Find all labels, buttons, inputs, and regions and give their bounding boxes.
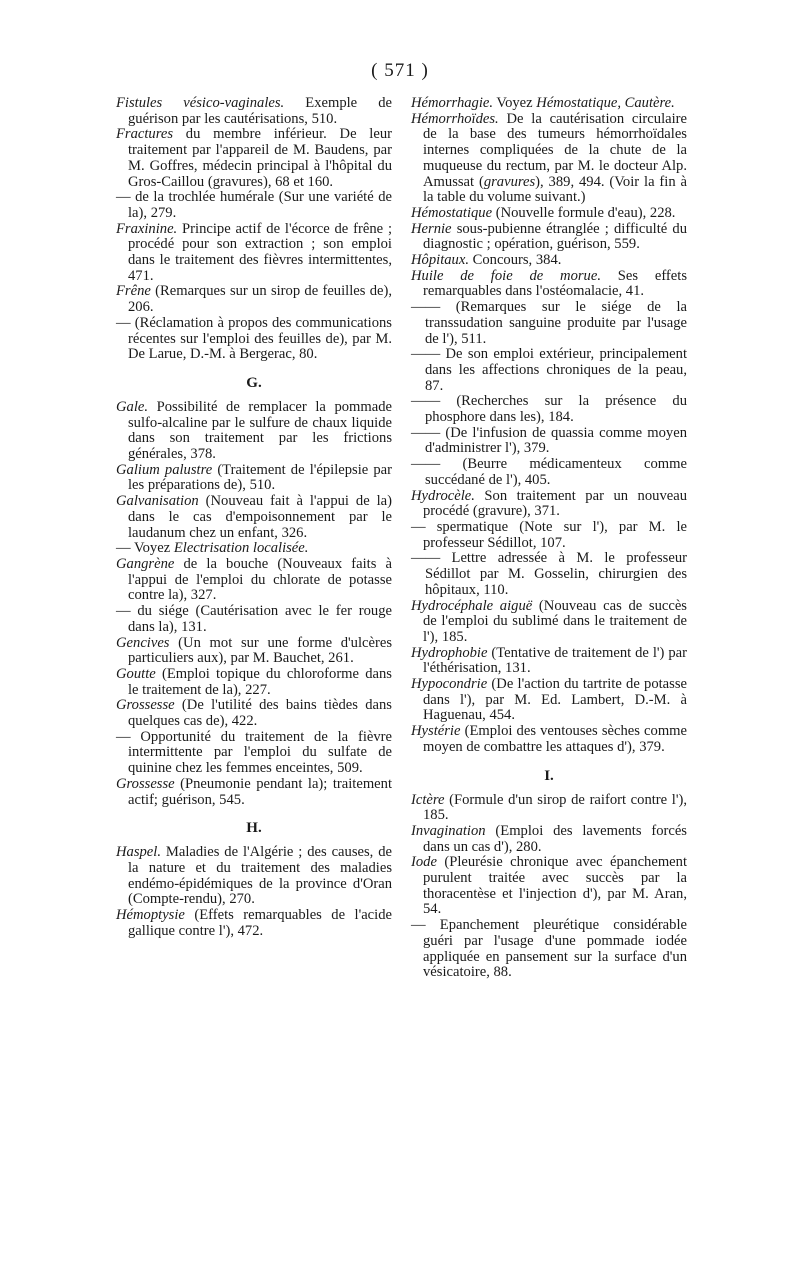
index-entry	[116, 698, 392, 729]
index-entry	[116, 730, 392, 777]
index-entry	[116, 96, 392, 127]
entry-text: (Emploi topique du chloroforme dans le traitement de la), 227.	[128, 665, 392, 698]
index-entry	[411, 206, 687, 222]
index-entry	[116, 190, 392, 221]
entry-text: — Voyez	[116, 540, 174, 557]
entry-text: Exemple de guérison par les cautérisations, 510.	[128, 95, 392, 127]
index-entry	[116, 908, 392, 939]
entry-headword: Fraxinine.	[116, 220, 178, 237]
entry-headword: Fistules vésico-vaginales.	[116, 95, 285, 111]
entry-headword: Hypocondrie	[411, 676, 488, 693]
index-entry	[411, 457, 687, 488]
index-entry	[116, 636, 392, 667]
entry-text: (Formule d'un sirop de raifort contre l'), 185.	[423, 791, 687, 824]
entry-headword: Grossesse	[116, 697, 175, 714]
index-entry	[116, 127, 392, 190]
entry-text: — Epanchement pleurétique considérable guéri par l'usage d'une pommade iodée appliquée en pansement sur la surface d'un vésicatoire, 88.	[411, 917, 687, 981]
entry-text: (Traitement de l'épilepsie par les préparations de), 510.	[128, 461, 392, 494]
index-entry	[411, 394, 687, 425]
entry-text: ), 389, 494. (Voir la fin à la table du volume suivant.)	[423, 173, 687, 206]
entry-text: — spermatique (Note sur l'), par M. le professeur Sédillot, 107.	[411, 518, 687, 551]
right-column	[411, 96, 687, 981]
entry-note: gravures	[483, 173, 536, 190]
index-entry	[411, 426, 687, 457]
index-entry	[411, 599, 687, 646]
entry-text: Maladies de l'Algérie ; des causes, de la nature et du traitement des maladies endémo-épidémiques de la province d'Oran (Compte-rendu), 270.	[128, 844, 392, 908]
entry-text: (Nouvelle formule d'eau), 228.	[492, 204, 676, 221]
entry-text: (Pneumonie pendant la); traitement actif; guérison, 545.	[128, 775, 392, 808]
index-entry	[116, 400, 392, 463]
section-letter-i: I.	[544, 767, 554, 784]
entry-headword: Hémostatique	[411, 204, 493, 221]
index-entry	[116, 316, 392, 363]
entry-headword: Hydrocéphale aiguë	[411, 597, 533, 614]
entry-headword: Hernie	[411, 220, 452, 237]
entry-text: — de la trochlée humérale (Sur une variété de la), 279.	[116, 189, 392, 221]
index-entry	[411, 300, 687, 347]
index-entry	[411, 520, 687, 551]
entry-text: Principe actif de l'écorce de frêne ; procédé pour son extraction ; son emploi dans le traitement des fièvres intermittentes, 471.	[128, 220, 392, 284]
index-entry	[411, 918, 687, 981]
entry-text: De la cautérisation circulaire de la base des tumeurs hémorrhoïdales internes compliquées de la chute de la muqueuse du rectum, par M. le docteur Alp. Amussat (	[423, 110, 687, 190]
entry-text: Concours, 384.	[468, 252, 562, 269]
entry-text: du membre inférieur. De leur traitement par l'appareil de M. Baudens, par M. Goffres, médecin principal à l'hôpital du Gros-Caillou (gravures), 68 et 160.	[128, 126, 392, 190]
entry-text: (Nouveau fait à l'appui de la) dans le cas d'empoisonnement par le laudanum chez un enfant, 326.	[128, 493, 392, 541]
entry-text: — (Réclamation à propos des communications récentes sur l'emploi des feuilles de), par M. De Larue, D.-M. à Bergerac, 80.	[116, 314, 392, 363]
index-entry	[411, 222, 687, 253]
page-number: ( 571 )	[371, 60, 429, 81]
entry-headword: Galium palustre	[116, 461, 213, 478]
entry-headword: Goutte	[116, 665, 156, 682]
index-entry	[116, 777, 392, 808]
entry-text: — Opportunité du traitement de la fièvre intermittente par l'emploi du sulfate de quinine chez les femmes enceintes, 509.	[116, 728, 392, 777]
index-entry	[116, 284, 392, 315]
index-entry	[411, 489, 687, 520]
entry-headword: Electrisation localisée.	[173, 540, 309, 557]
entry-headword: Gangrène	[116, 555, 175, 572]
entry-headword: Grossesse	[116, 775, 175, 792]
index-entry	[411, 677, 687, 724]
entry-text: (Emploi des lavements forcés dans un cas d'), 280.	[423, 822, 687, 855]
index-entry	[411, 551, 687, 598]
entry-crossref: Hémostatique, Cautère.	[536, 95, 675, 111]
index-entry	[411, 112, 687, 206]
entry-text: (De l'utilité des bains tièdes dans quelques cas de), 422.	[128, 697, 392, 730]
entry-headword: Galvanisation	[116, 493, 199, 510]
entry-text: Son traitement par un nouveau procédé (gravure), 371.	[423, 487, 687, 520]
entry-headword: Iode	[411, 854, 437, 871]
entry-text: —— (De l'infusion de quassia comme moyen d'administrer l'), 379.	[411, 424, 687, 457]
index-entry	[116, 463, 392, 494]
index-entry	[411, 824, 687, 855]
entry-text: (Tentative de traitement de l') par l'éthérisation, 131.	[423, 644, 687, 677]
entry-headword: Frêne	[116, 283, 151, 300]
entry-text: —— (Recherches sur la présence du phosphore dans les), 184.	[411, 393, 687, 426]
entry-text: sous-pubienne étranglée ; difficulté du diagnostic ; opération, guérison, 559.	[423, 220, 687, 253]
entry-headword: Invagination	[411, 822, 486, 839]
entry-text: (Remarques sur un sirop de feuilles de), 206.	[128, 283, 392, 316]
index-entry	[116, 222, 392, 285]
entry-headword: Hôpitaux.	[411, 252, 469, 269]
entry-text: —— De son emploi extérieur, principalement dans les affections chroniques de la peau, 87.	[411, 346, 687, 394]
section-letter-h: H.	[246, 820, 262, 837]
index-entry	[116, 604, 392, 635]
entry-text: (Nouveau cas de succès de l'emploi du sublimé dans le traitement de l'), 185.	[423, 597, 687, 645]
entry-headword: Ictère	[411, 791, 445, 808]
index-entry	[411, 855, 687, 918]
index-entry	[411, 347, 687, 394]
entry-headword: Hémorrhagie.	[411, 95, 494, 111]
entry-headword: Gale.	[116, 398, 149, 415]
entry-text: (De l'action du tartrite de potasse dans l'), par M. Ed. Lambert, D.-M. à Haguenau, 454.	[423, 676, 687, 724]
entry-text: — du siége (Cautérisation avec le fer rouge dans la), 131.	[116, 603, 392, 635]
entry-headword: Hystérie	[411, 723, 461, 740]
index-entry	[411, 269, 687, 300]
entry-text: (Pleurésie chronique avec épanchement purulent traitée avec succès par la thoracentèse et l'injection d'), par M. Aran, 54.	[423, 854, 687, 918]
index-entry	[411, 96, 687, 112]
entry-text: Voyez	[493, 95, 537, 111]
entry-text: Ses effets remarquables dans l'ostéomalacie, 41.	[423, 267, 687, 300]
index-entry	[116, 667, 392, 698]
entry-headword: Hémorrhoïdes.	[411, 110, 499, 127]
entry-text: de la bouche (Nouveaux faits à l'appui de l'emploi du chlorate de potasse contre la), 327.	[128, 555, 392, 604]
entry-text: —— (Remarques sur le siége de la transsudation sanguine produite par l'usage de l'), 511.	[411, 299, 687, 347]
index-entry	[116, 494, 392, 541]
entry-headword: Huile de foie de morue.	[411, 267, 601, 284]
entry-headword: Gencives	[116, 634, 170, 651]
index-entry	[411, 646, 687, 677]
entry-headword: Fractures	[116, 126, 174, 143]
entry-text: Possibilité de remplacer la pommade sulfo-alcaline par le sulfure de chaux liquide dans son traitement par les frictions générales, 378.	[128, 398, 392, 463]
entry-headword: Hémoptysie	[116, 907, 185, 924]
index-entry	[411, 253, 687, 269]
index-entry	[116, 541, 392, 557]
entry-headword: Haspel.	[116, 844, 161, 861]
entry-headword: Hydrocèle.	[411, 487, 475, 504]
index-entry	[411, 793, 687, 824]
entry-text: (Effets remarquables de l'acide gallique contre l'), 472.	[128, 907, 392, 939]
entry-text: —— Lettre adressée à M. le professeur Sédillot par M. Gosselin, chirurgien des hôpitaux, 110.	[411, 550, 687, 598]
index-entry	[116, 557, 392, 604]
index-entry	[116, 845, 392, 908]
entry-headword: Hydrophobie	[411, 644, 488, 661]
entry-text: (Emploi des ventouses sèches comme moyen de combattre les attaques d'), 379.	[423, 723, 687, 755]
left-column	[116, 96, 392, 939]
entry-text: —— (Beurre médicamenteux comme succédané de l'), 405.	[411, 456, 687, 488]
section-letter-g: G.	[246, 374, 262, 391]
entry-text: (Un mot sur une forme d'ulcères particuliers aux), par M. Bauchet, 261.	[128, 634, 392, 667]
index-entry	[411, 724, 687, 755]
